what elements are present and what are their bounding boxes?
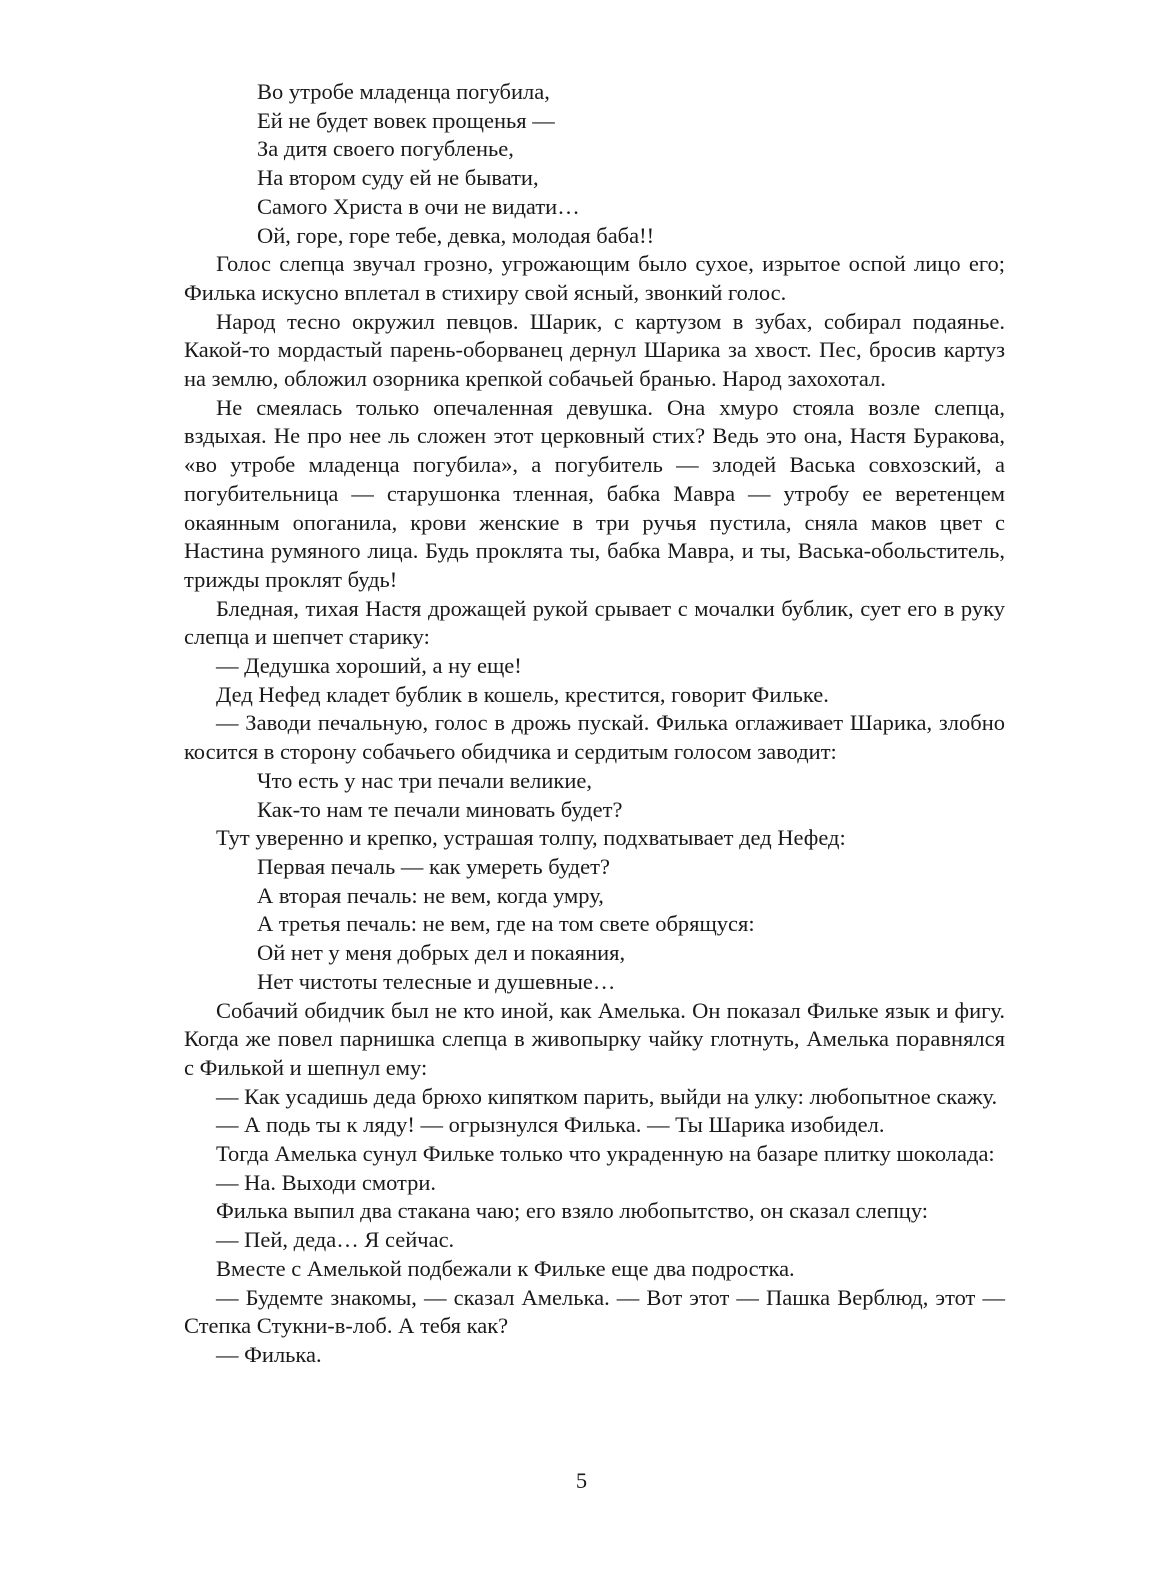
dialogue-line: — Дедушка хороший, а ну еще! bbox=[216, 653, 522, 679]
paragraph: Голос слепца звучал грозно, угрожающим было сухое, изрытое оспой лицо его; Филька искусно вплетал в стихиру свой ясный, звонкий голос. bbox=[184, 251, 1005, 305]
paragraph: Вместе с Амелькой подбежали к Фильке еще два подростка. bbox=[216, 1255, 795, 1281]
paragraph: Тут уверенно и крепко, устрашая толпу, подхватывает дед Нефед: bbox=[216, 825, 846, 851]
verse-line: За дитя своего погубленье, bbox=[257, 136, 514, 162]
verse-line: Как-то нам те печали миновать будет? bbox=[257, 796, 623, 822]
dialogue-line: — Пей, деда… Я сейчас. bbox=[216, 1227, 455, 1253]
dialogue-line: — На. Выходи смотри. bbox=[216, 1169, 437, 1195]
page-body bbox=[184, 78, 1005, 1370]
verse-line: Самого Христа в очи не видати… bbox=[257, 193, 580, 219]
verse-line: Ой, горе, горе тебе, девка, молодая баба!! bbox=[257, 222, 655, 248]
paragraph: Филька выпил два стакана чаю; его взяло любопытство, он сказал слепцу: bbox=[216, 1198, 929, 1224]
verse-line: Нет чистоты телесные и душевные… bbox=[257, 968, 616, 994]
verse-line: А третья печаль: не вем, где на том свете обрящуся: bbox=[257, 911, 755, 937]
verse-line: Первая печаль — как умереть будет? bbox=[257, 853, 610, 879]
dialogue-line: — Заводи печальную, голос в дрожь пускай. Филька оглаживает Шарика, злобно косится в сторону собачьего обидчика и сердитым голосом заводит: bbox=[184, 710, 1005, 765]
verse-line: Ой нет у меня добрых дел и покаяния, bbox=[257, 940, 626, 966]
paragraph: Тогда Амелька сунул Фильке только что украденную на базаре плитку шоколада: bbox=[216, 1141, 995, 1167]
verse-line: Во утробе младенца погубила, bbox=[257, 79, 550, 104]
dialogue-line: — А подь ты к ляду! — огрызнулся Филька. — Ты Шарика изобидел. bbox=[216, 1112, 885, 1138]
verse-line: На втором суду ей не бывати, bbox=[257, 165, 539, 191]
dialogue-line: — Будемте знакомы, — сказал Амелька. — Вот этот — Пашка Верблюд, этот — Степка Стукни-в-лоб. А тебя как? bbox=[184, 1284, 1005, 1339]
verse-line: А вторая печаль: не вем, когда умру, bbox=[257, 882, 604, 908]
paragraph: Бледная, тихая Настя дрожащей рукой срывает с мочалки бублик, сует его в руку слепца и шепчет старику: bbox=[184, 595, 1005, 650]
verse-line: Ей не будет вовек прощенья — bbox=[257, 107, 555, 133]
dialogue-line: — Как усадишь деда брюхо кипятком парить, выйди на улку: любопытное скажу. bbox=[216, 1083, 998, 1109]
dialogue-line: — Филька. bbox=[216, 1341, 322, 1367]
paragraph: Народ тесно окружил певцов. Шарик, с картузом в зубах, собирал подаянье. Какой-то мордастый парень-оборванец дернул Шарика за хвост. Пес, бросив картуз на землю, обложил озорника крепкой собачьей бранью. Народ захохотал. bbox=[184, 308, 1005, 392]
verse-line: Что есть у нас три печали великие, bbox=[257, 767, 593, 793]
paragraph: Собачий обидчик был не кто иной, как Амелька. Он показал Фильке язык и фигу. Когда же повел парнишка слепца в живопырку чайку глотнуть, Амелька поравнялся с Филькой и шепнул ему: bbox=[184, 997, 1005, 1080]
paragraph: Не смеялась только опечаленная девушка. Она хмуро стояла возле слепца, вздыхая. Не про нее ль сложен этот церковный стих? Ведь это она, Настя Буракова, «во утробе младенца погубила», а погубитель — злодей Васька совхозский, а погубительница — старушонка тленная, бабка Мавра — утробу ее веретенцем окаянным опоганила, крови женские в три ручья пустила, сняла маков цвет с Настина румяного лица. Будь проклята ты, бабка Мавра, и ты, Васька-обольститель, трижды проклят будь! bbox=[184, 394, 1005, 592]
page-number: 5 bbox=[575, 1468, 588, 1493]
paragraph: Дед Нефед кладет бублик в кошель, крестится, говорит Фильке. bbox=[216, 681, 829, 707]
